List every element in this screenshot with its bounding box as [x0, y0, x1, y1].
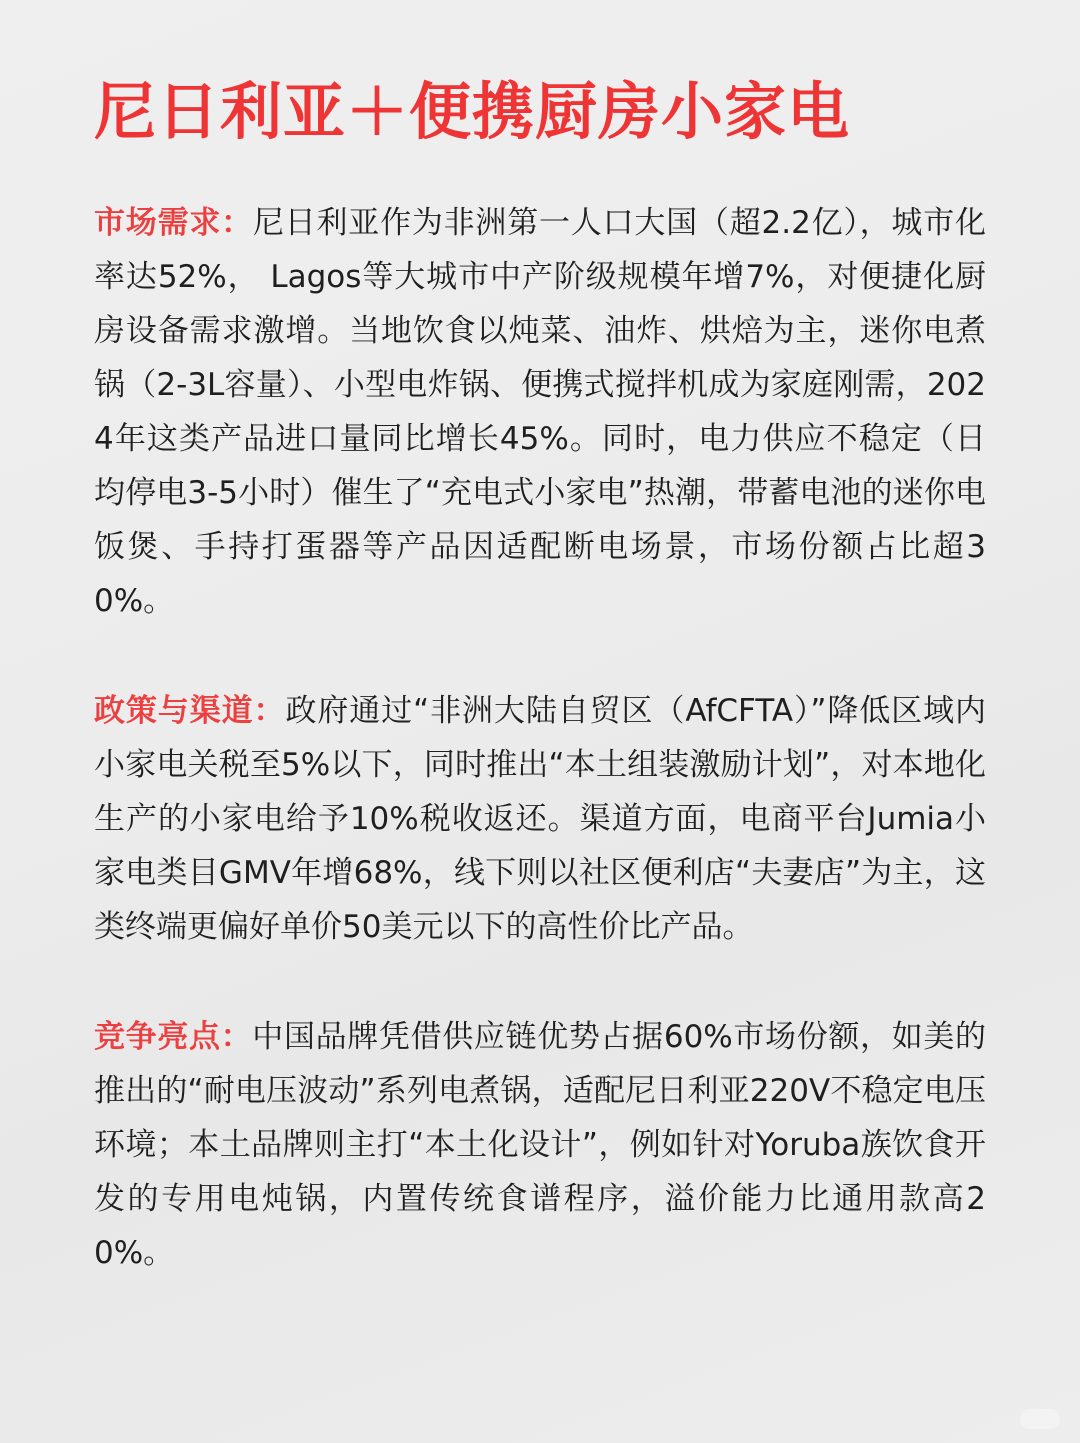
section-label: 竞争亮点：	[94, 1019, 253, 1055]
section-label: 市场需求：	[94, 205, 253, 241]
watermark-mark	[1020, 1409, 1060, 1429]
section-policy-channels	[94, 684, 986, 954]
section-body: 尼日利亚作为非洲第一人口大国（超2.2亿），城市化率达52%， Lagos等大城市中产阶级规模年增7%，对便捷化厨房设备需求激增。当地饮食以炖菜、油炸、烘焙为主，迷你电煮锅（2-3L容量）、小型电炸锅、便携式搅拌机成为家庭刚需，2024年这类产品进口量同比增长45%。同时，电力供应不稳定（日均停电3-5小时）催生了“充电式小家电”热潮，带蓄电池的迷你电饭煲、手持打蛋器等产品因适配断电场景，市场份额占比超30%。	[94, 205, 986, 619]
section-label: 政策与渠道：	[94, 693, 286, 729]
section-competition	[94, 1010, 986, 1280]
section-market-demand	[94, 196, 986, 628]
section-body: 中国品牌凭借供应链优势占据60%市场份额，如美的推出的“耐电压波动”系列电煮锅，适配尼日利亚220V不稳定电压环境；本土品牌则主打“本土化设计”，例如针对Yoruba族饮食开发的专用电炖锅，内置传统食谱程序，溢价能力比通用款高20%。	[94, 1019, 987, 1271]
section-body: 政府通过“非洲大陆自贸区（AfCFTA）”降低区域内小家电关税至5%以下，同时推出“本土组装激励计划”，对本地化生产的小家电给予10%税收返还。渠道方面，电商平台Jumia小家电类目GMV年增68%，线下则以社区便利店“夫妻店”为主，这类终端更偏好单价50美元以下的高性价比产品。	[94, 693, 986, 945]
page-title: 尼日利亚＋便携厨房小家电	[94, 75, 851, 148]
